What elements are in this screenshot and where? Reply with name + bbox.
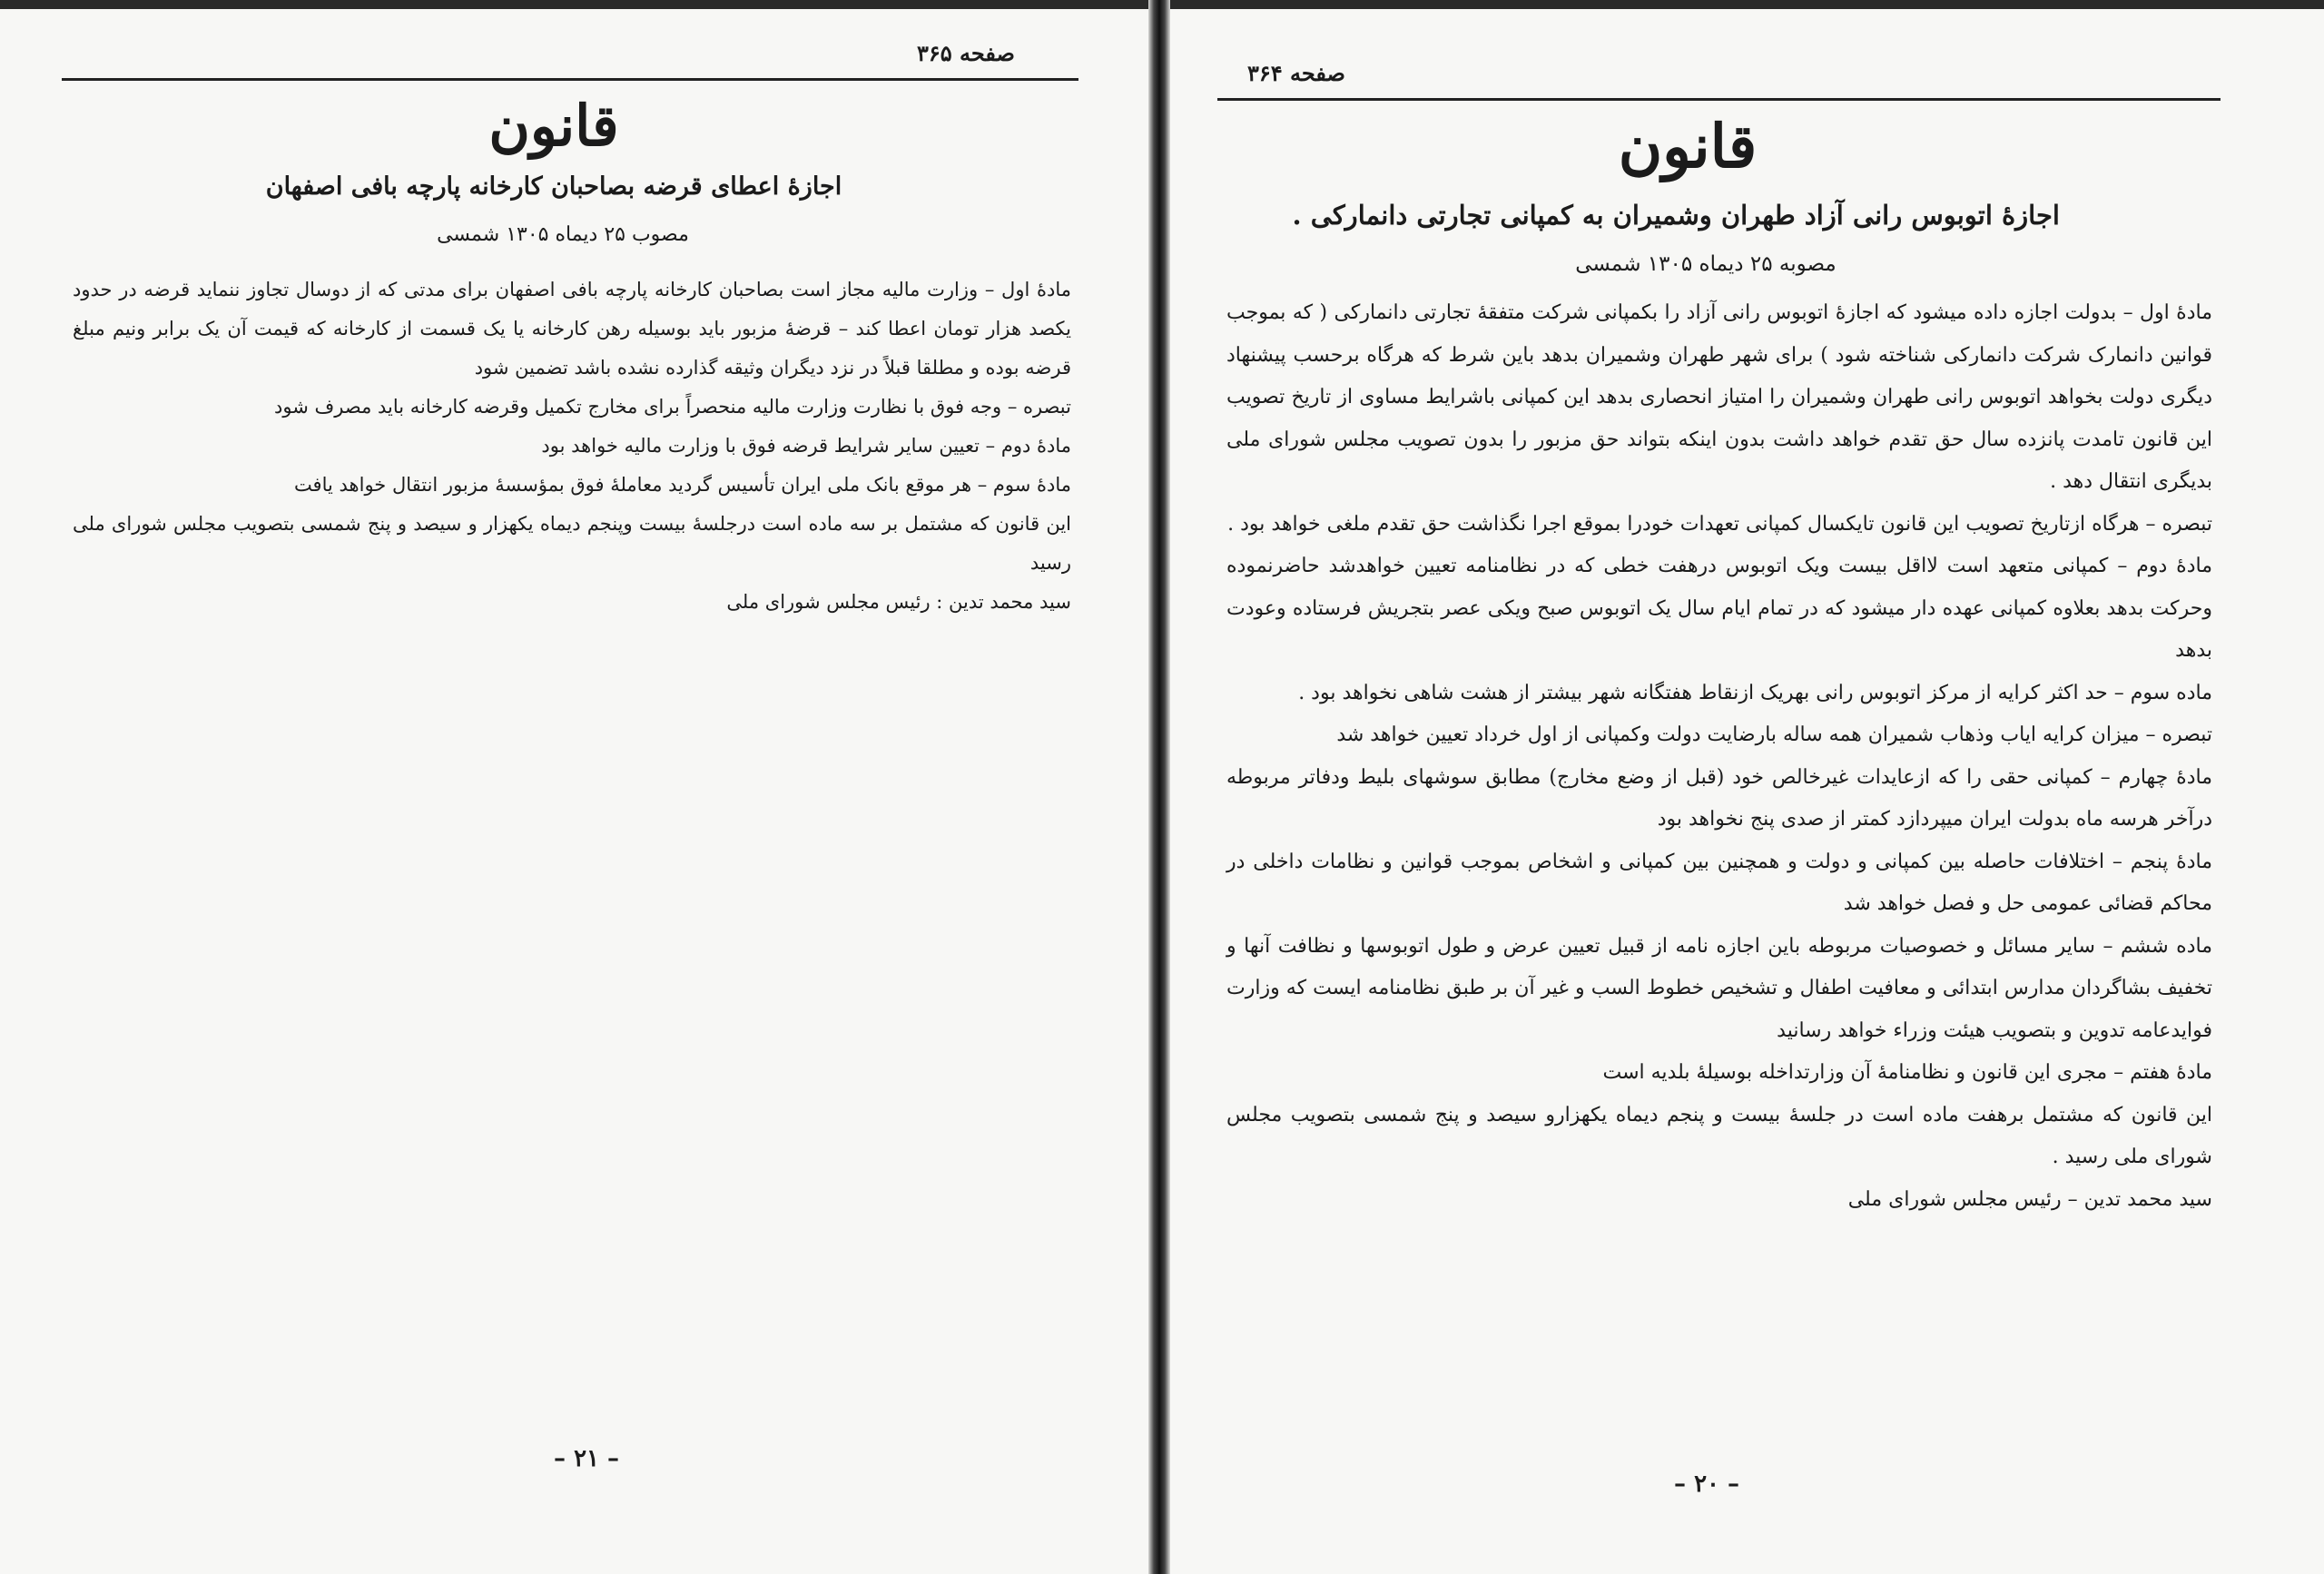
left-page bbox=[0, 9, 1148, 1574]
header-rule bbox=[1217, 98, 2221, 101]
law-subtitle: اجازهٔ اتوبوس رانی آزاد طهران وشمیران به کمپانی تجارتی دانمارکی . bbox=[1292, 200, 2060, 231]
law-body bbox=[73, 271, 1071, 622]
law-title: قانون bbox=[488, 93, 619, 159]
book-spine bbox=[1148, 0, 1170, 1574]
approval-date: مصوبه ۲۵ دیماه ۱۳۰۵ شمسی bbox=[1575, 252, 1837, 276]
approval-date: مصوب ۲۵ دیماه ۱۳۰۵ شمسی bbox=[437, 223, 689, 246]
signature: سید محمد تدین – رئیس مجلس شورای ملی bbox=[1847, 1187, 2212, 1211]
folio-number: – ۲۰ – bbox=[1674, 1471, 1740, 1498]
article-4: مادهٔ چهارم – کمپانی حقی را که ازعایدات غیرخالص خود (قبل از وضع مخارج) مطابق سوشهای بلیط ودفاتر مربوطه درآخر هرسه ماه بدولت ایران میپردازد کمتر از صدی پنج نخواهد بود bbox=[1226, 765, 2212, 831]
closing-paragraph: این قانون که مشتمل برهفت ماده است در جلسهٔ بیست و پنجم دیماه یکهزارو سیصد و پنج شمسی بتصویب مجلس شورای ملی رسید . bbox=[1226, 1103, 2212, 1168]
article-1: مادهٔ اول – بدولت اجازه داده میشود که اجازهٔ اتوبوس رانی آزاد را بکمپانی شرکت متفقهٔ تجارتی دانمارکی ( که بموجب قوانین دانمارک شرکت دانمارکی شناخته شود ) برای شهر طهران وشمیران بدهد باین شرط که هرگاه برحسب پیشنهاد دیگری دولت بخواهد اتوبوس رانی طهران وشمیران را امتیاز انحصاری بدهد این کمپانی باشرایط مساوی از تاریخ تصویب این قانون تامدت پانزده سال حق تقدم خواهد داشت بدون اینکه بتواند حق مزبور را بدون تصویب مجلس شورای ملی بدیگری انتقال دهد . bbox=[1226, 301, 2212, 493]
folio-number: – ۲۱ – bbox=[554, 1445, 620, 1472]
law-title: قانون bbox=[1618, 111, 1758, 182]
note-1: تبصره – هرگاه ازتاریخ تصویب این قانون تایکسال کمپانی تعهدات خودرا بموقع اجرا نگذاشت حق تقدم ملغی خواهد بود . bbox=[1227, 512, 2212, 536]
law-body bbox=[1226, 292, 2212, 1221]
article-5: مادهٔ پنجم – اختلافات حاصله بین کمپانی و دولت و همچنین بین کمپانی و اشخاص بموجب قوانین و نظامات داخلی در محاکم قضائی عمومی حل و فصل خواهد شد bbox=[1226, 850, 2212, 915]
closing-paragraph: این قانون که مشتمل بر سه ماده است درجلسهٔ بیست وپنجم دیماه یکهزار و سیصد و پنج شمسی بتصویب مجلس شورای ملی رسید bbox=[73, 513, 1071, 574]
note: تبصره – وجه فوق با نظارت وزارت مالیه منحصراً برای مخارج تکمیل وقرضه کارخانه باید مصرف شود bbox=[274, 396, 1071, 418]
header-rule bbox=[62, 78, 1078, 81]
note-2: تبصره – میزان کرایه ایاب وذهاب شمیران همه ساله بارضایت دولت وکمپانی از اول خرداد تعیین خواهد شد bbox=[1336, 723, 2212, 746]
article-1: مادهٔ اول – وزارت مالیه مجاز است بصاحبان کارخانه پارچه بافی اصفهان برای مدتی که از دوسال تجاوز ننماید قرضه در حدود یکصد هزار تومان اعطا کند – قرضهٔ مزبور باید بوسیله رهن کارخانه یا یک قسمت از کارخانه که قیمت آن یک برابر ونیم مبلغ قرضه بوده و مطلقا قبلاً در نزد دیگران وثیقه گذارده نشده باشد تضمین شود bbox=[73, 279, 1071, 379]
law-subtitle: اجازهٔ اعطای قرضه بصاحبان کارخانه پارچه بافی اصفهان bbox=[265, 172, 842, 201]
page-number: صفحه ۳۶۵ bbox=[917, 40, 1015, 66]
article-2: مادهٔ دوم – کمپانی متعهد است لااقل بیست ویک اتوبوس درهفت خطی که در نظامنامه تعیین خواهدشد حاضرنموده وحرکت بدهد بعلاوه کمپانی عهده دار میشود که در تمام ایام سال یک اتوبوس صبح ویکی عصر بتجریش فرستاده وعودت بدهد bbox=[1226, 555, 2212, 662]
signature: سید محمد تدین : رئیس مجلس شورای ملی bbox=[726, 591, 1071, 613]
right-page bbox=[1170, 9, 2324, 1574]
page-number: صفحه ۳۶۴ bbox=[1247, 60, 1345, 86]
article-6: ماده ششم – سایر مسائل و خصوصیات مربوطه باین اجازه نامه از قبیل تعیین عرض و طول اتوبوسها و نظافت آنها و تخفیف بشاگردان مدارس ابتدائی و معافیت اطفال و تشخیص خطوط السب و غیر آن بر طبق نظامنامه ایست که وزارت فوایدعامه تدوین و بتصویب هیئت وزراء خواهد رسانید bbox=[1226, 934, 2212, 1042]
article-3: مادهٔ سوم – هر موقع بانک ملی ایران تأسیس گردید معاملهٔ فوق بمؤسسهٔ مزبور انتقال خواهد یافت bbox=[293, 474, 1071, 496]
article-2: مادهٔ دوم – تعیین سایر شرایط قرضه فوق با وزارت مالیه خواهد بود bbox=[541, 435, 1071, 457]
article-3: ماده سوم – حد اکثر کرایه از مرکز اتوبوس رانی بهریک ازنقاط هفتگانه شهر بیشتر از هشت شاهی نخواهد بود . bbox=[1298, 681, 2212, 704]
article-7: مادهٔ هفتم – مجری این قانون و نظامنامهٔ آن وزارتداخله بوسیلهٔ بلدیه است bbox=[1602, 1061, 2212, 1084]
